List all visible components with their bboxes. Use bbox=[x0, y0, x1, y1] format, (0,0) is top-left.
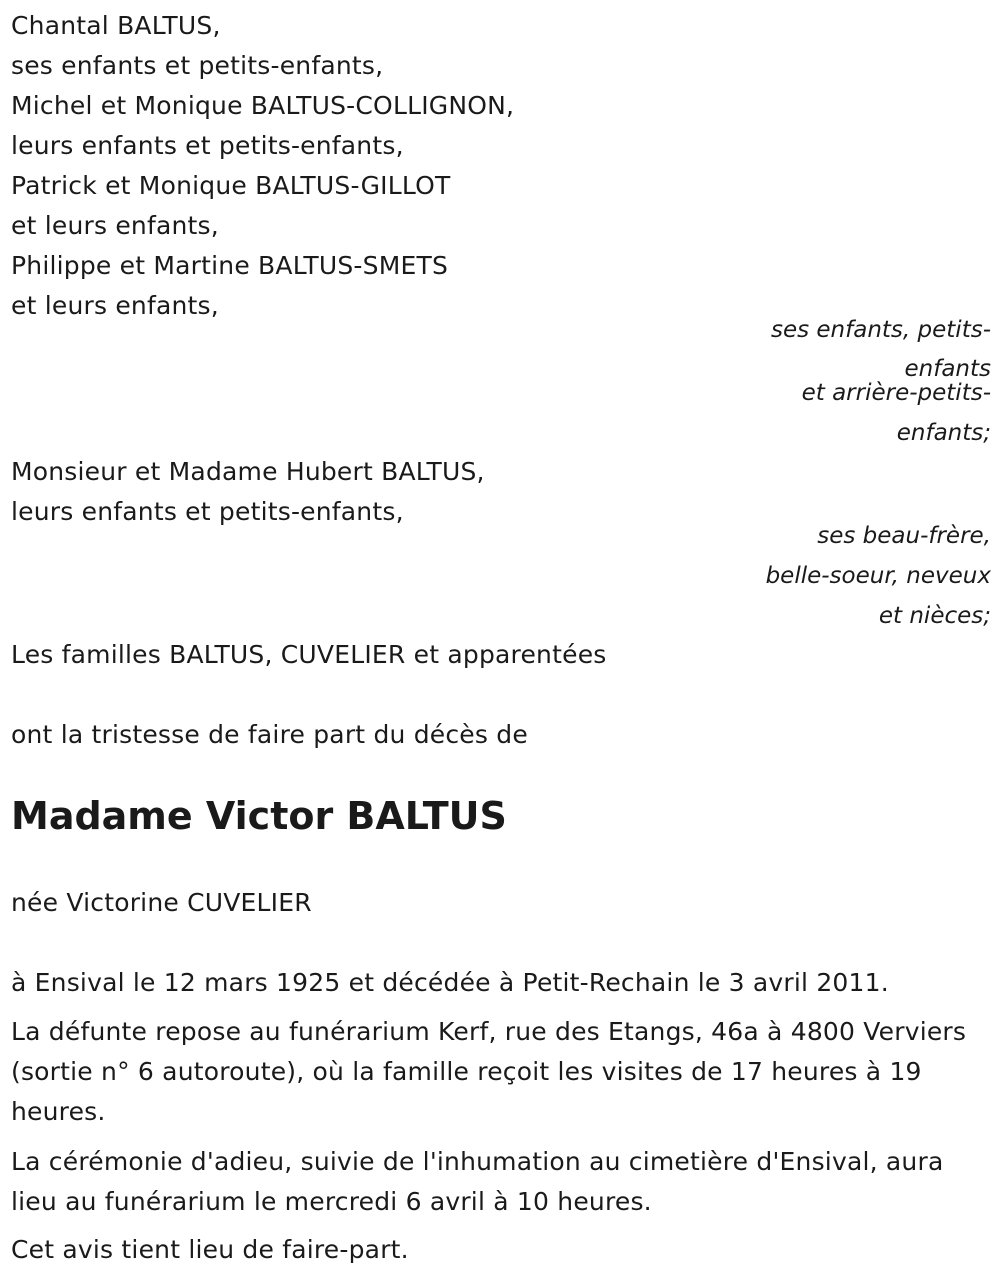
family-line: leurs enfants et petits-enfants, bbox=[11, 131, 404, 160]
relationship-line: enfants bbox=[904, 356, 991, 382]
family-line: Monsieur et Madame Hubert BALTUS, bbox=[11, 457, 485, 486]
relationship-line: belle-soeur, neveux bbox=[765, 563, 991, 589]
family-line: Philippe et Martine BALTUS-SMETS bbox=[11, 251, 449, 280]
relationship-line: et arrière-petits- bbox=[801, 380, 991, 406]
family-line: ses enfants et petits-enfants, bbox=[11, 51, 384, 80]
family-line: Michel et Monique BALTUS-COLLIGNON, bbox=[11, 91, 515, 120]
family-line: Patrick et Monique BALTUS-GILLOT bbox=[11, 171, 451, 200]
relationship-line: et nièces; bbox=[878, 603, 991, 629]
visitation-paragraph: La défunte repose au funérarium Kerf, rue des Etangs, 46a à 4800 Verviers (sortie n° 6 autoroute), où la famille reçoit les visites de 17 heures à 19 heures. bbox=[11, 1017, 967, 1126]
families-line: Les familles BALTUS, CUVELIER et apparentées bbox=[11, 640, 607, 669]
birth-name: née Victorine CUVELIER bbox=[11, 888, 312, 917]
relationship-line: enfants; bbox=[896, 420, 991, 446]
birth-death-dates: à Ensival le 12 mars 1925 et décédée à Petit-Rechain le 3 avril 2011. bbox=[11, 968, 889, 997]
relationship-line: ses beau-frère, bbox=[817, 523, 991, 549]
ceremony-paragraph: La cérémonie d'adieu, suivie de l'inhumation au cimetière d'Ensival, aura lieu au funérarium le mercredi 6 avril à 10 heures. bbox=[11, 1147, 944, 1216]
closing-line: Cet avis tient lieu de faire-part. bbox=[11, 1235, 409, 1264]
family-line: Chantal BALTUS, bbox=[11, 11, 221, 40]
deceased-name: Madame Victor BALTUS bbox=[11, 794, 507, 838]
family-line: et leurs enfants, bbox=[11, 291, 219, 320]
family-line: et leurs enfants, bbox=[11, 211, 219, 240]
relationship-line: ses enfants, petits- bbox=[770, 317, 991, 343]
family-line: leurs enfants et petits-enfants, bbox=[11, 497, 404, 526]
announcement-intro: ont la tristesse de faire part du décès de bbox=[11, 720, 528, 749]
